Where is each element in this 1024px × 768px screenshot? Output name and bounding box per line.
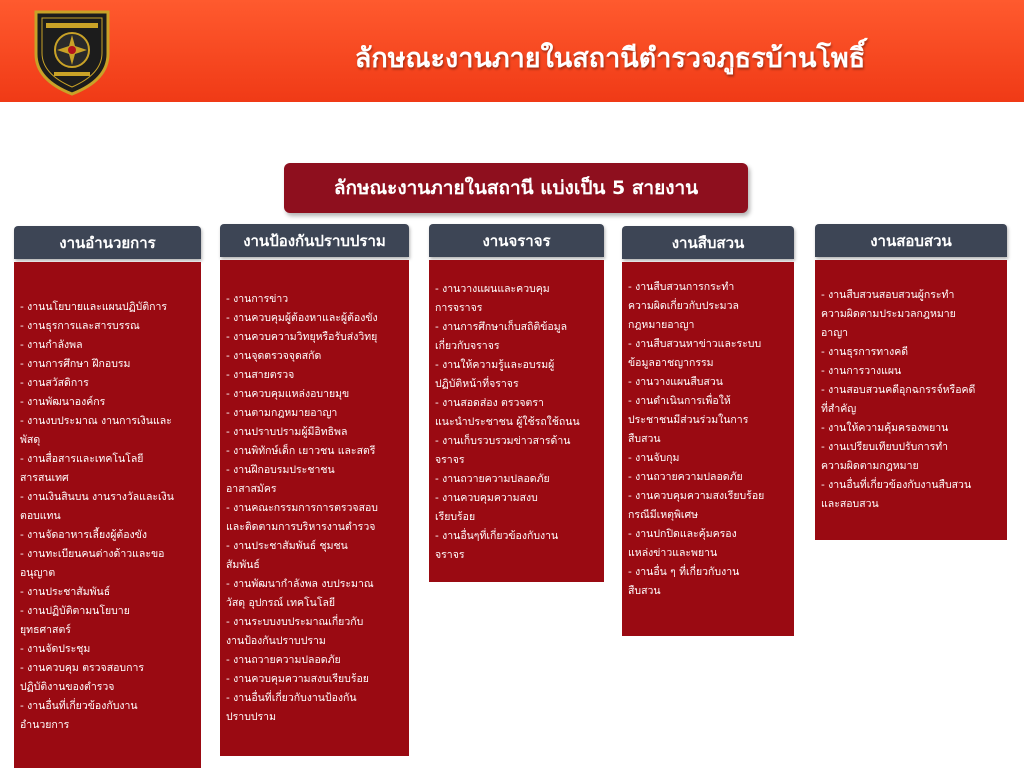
list-item: ประชาชนมีส่วนร่วมในการ [628, 414, 749, 426]
list-item: - งานธุรการและสารบรรณ [20, 320, 140, 332]
list-item: พัสดุ [20, 434, 41, 446]
list-item: ที่สำคัญ [821, 403, 857, 415]
list-item: - งานถวายความปลอดภัย [435, 473, 550, 485]
list-item: และสอบสวน [821, 498, 879, 510]
list-item: - งานจุดตรวจจุดสกัด [226, 350, 322, 362]
list-item: - งานคณะกรรมการการตรวจสอบ [226, 502, 378, 514]
list-item: ความผิดตามประมวลกฎหมาย [821, 308, 956, 320]
list-item: - งานควบคุมแหล่งอบายมุข [226, 388, 350, 400]
box-inquiry [815, 260, 1007, 540]
list-item: อาญา [821, 327, 849, 339]
list-item: - งานควบคุมความสงบ [435, 492, 538, 504]
list-item: สืบสวน [628, 585, 661, 597]
prevention-list [226, 290, 403, 727]
list-item: - งานควบความวิทยุหรือรับส่งวิทยุ [226, 331, 378, 343]
list-item: - งานประชาสัมพันธ์ [20, 586, 111, 598]
list-item: ข้อมูลอาชญากรรม [628, 357, 714, 369]
list-item: - งานการศึกษาเก็บสถิติข้อมูล [435, 321, 568, 333]
list-item: เรียบร้อย [435, 511, 476, 523]
list-item: - งานให้ความรู้และอบรมผู้ [435, 359, 555, 371]
list-item: ปฏิบัติงานของตำรวจ [20, 681, 115, 693]
list-item: - งานดำเนินการเพื่อให้ [628, 395, 731, 407]
list-item: จราจร [435, 549, 465, 561]
list-item: - งานปกปิดและคุ้มครอง [628, 528, 737, 540]
list-item: ปราบปราม [226, 711, 276, 723]
list-item: - งานสืบสวนสอบสวนผู้กระทำ [821, 289, 955, 301]
list-item: งานป้องกันปราบปราม [226, 635, 326, 647]
list-item: - งานควบคุมผู้ต้องหาและผู้ต้องขัง [226, 312, 378, 324]
list-item: - งานพัฒนาองค์กร [20, 396, 106, 408]
list-item: - งานอื่นที่เกี่ยวข้องกับงานสืบสวน [821, 479, 972, 491]
list-item: - งานสอบสวนคดีอุกฉกรรจ์หรือคดี [821, 384, 976, 396]
list-item: และติดตามการบริหารงานตำรวจ [226, 521, 376, 533]
header-prevention: งานป้องกันปราบปราม [220, 224, 409, 257]
list-item: - งานวางแผนสืบสวน [628, 376, 723, 388]
list-item: - งานงบประมาณ งานการเงินและ [20, 415, 172, 427]
list-item: ปฏิบัติหน้าที่จราจร [435, 378, 519, 390]
list-item: กฎหมายอาญา [628, 319, 695, 331]
list-item: - งานการข่าว [226, 293, 289, 305]
list-item: - งานสายตรวจ [226, 369, 295, 381]
list-item: - งานถวายความปลอดภัย [226, 654, 341, 666]
list-item: วัสดุ อุปกรณ์ เทคโนโลยี [226, 597, 336, 609]
list-item: - งานพิทักษ์เด็ก เยาวชน และสตรี [226, 445, 376, 457]
list-item: - งานปราบปรามผู้มีอิทธิพล [226, 426, 348, 438]
subtitle-box: ลักษณะงานภายในสถานี แบ่งเป็น 5 สายงาน [284, 163, 748, 213]
list-item: - งานควบคุมความสงเรียบร้อย [628, 490, 765, 502]
box-traffic [429, 260, 604, 582]
list-item: แนะนำประชาชน ผู้ใช้รถใช้ถนน [435, 416, 580, 428]
list-item: อำนวยการ [20, 719, 70, 731]
list-item: - งานการวางแผน [821, 365, 902, 377]
title-bar [0, 0, 1024, 102]
list-item: - งานจับกุม [628, 452, 680, 464]
list-item: จราจร [435, 454, 465, 466]
list-item: - งานเก็บรวบรวมข่าวสารด้าน [435, 435, 571, 447]
police-station-logo [32, 6, 112, 96]
list-item: - งานตามกฎหมายอาญา [226, 407, 338, 419]
list-item: - งานจัดประชุม [20, 643, 91, 655]
list-item: ตอบแทน [20, 510, 61, 522]
list-item: เกี่ยวกับจราจร [435, 340, 500, 352]
list-item: - งานประชาสัมพันธ์ ชุมชน [226, 540, 348, 552]
list-item: อนุญาต [20, 567, 56, 579]
header-admin: งานอำนวยการ [14, 226, 201, 259]
list-item: - งานสื่อสารและเทคโนโลยี [20, 453, 144, 465]
investigation-list [628, 278, 788, 601]
list-item: ความผิดตามกฎหมาย [821, 460, 919, 472]
list-item: - งานเงินสินบน งานรางวัลและเงิน [20, 491, 174, 503]
list-item: - งานอื่นที่เกี่ยวข้องกับงาน [20, 700, 138, 712]
page-title: ลักษณะงานภายในสถานีตำรวจภูธรบ้านโพธิ์ [354, 43, 866, 74]
list-item: สารสนเทศ [20, 472, 69, 484]
list-item: - งานอื่นที่เกี่ยวกับงานป้องกัน [226, 692, 357, 704]
list-item: - งานอื่นๆที่เกี่ยวข้องกับงาน [435, 530, 559, 542]
list-item: สืบสวน [628, 433, 661, 445]
list-item: - งานอื่น ๆ ที่เกี่ยวกับงาน [628, 566, 740, 578]
list-item: - งานสืบสวนหาข่าวและระบบ [628, 338, 762, 350]
header-traffic: งานจราจร [429, 224, 604, 257]
list-item: อาสาสมัคร [226, 483, 277, 495]
admin-list [20, 298, 195, 735]
list-item: - งานทะเบียนคนต่างด้าวและขอ [20, 548, 165, 560]
list-item: - งานการศึกษา ฝึกอบรม [20, 358, 131, 370]
list-item: แหล่งข่าวและพยาน [628, 547, 718, 559]
box-prevention [220, 260, 409, 756]
list-item: - งานกำลังพล [20, 339, 83, 351]
traffic-list [435, 280, 598, 565]
list-item: - งานฝึกอบรมประชาชน [226, 464, 335, 476]
list-item: - งานวางแผนและควบคุม [435, 283, 550, 295]
box-investigation [622, 262, 794, 636]
inquiry-list [821, 286, 1001, 514]
list-item: - งานควบคุมความสงบเรียบร้อย [226, 673, 369, 685]
header-inquiry: งานสอบสวน [815, 224, 1007, 257]
list-item: - งานควบคุม ตรวจสอบการ [20, 662, 144, 674]
list-item: การจราจร [435, 302, 483, 314]
list-item: - งานสวัสดิการ [20, 377, 89, 389]
list-item: ความผิดเกี่ยวกับประมวล [628, 300, 739, 312]
list-item: - งานสืบสวนการกระทำ [628, 281, 735, 293]
list-item: - งานธุรการทางคดี [821, 346, 909, 358]
list-item: - งานนโยบายและแผนปฏิบัติการ [20, 301, 168, 313]
list-item: ยุทธศาสตร์ [20, 624, 71, 636]
list-item: - งานจัดอาหารเลี้ยงผู้ต้องขัง [20, 529, 147, 541]
box-admin [14, 262, 201, 768]
list-item: - งานให้ความคุ้มครองพยาน [821, 422, 949, 434]
list-item: - งานระบบงบประมาณเกี่ยวกับ [226, 616, 364, 628]
list-item: สัมพันธ์ [226, 559, 260, 571]
list-item: - งานเปรียบเทียบปรับการทำ [821, 441, 949, 453]
list-item: กรณีมีเหตุพิเศษ [628, 509, 699, 521]
list-item: - งานปฏิบัติตามนโยบาย [20, 605, 130, 617]
list-item: - งานพัฒนากำลังพล งบประมาณ [226, 578, 374, 590]
list-item: - งานสอดส่อง ตรวจตรา [435, 397, 544, 409]
header-investigation: งานสืบสวน [622, 226, 794, 259]
list-item: - งานถวายความปลอดภัย [628, 471, 743, 483]
